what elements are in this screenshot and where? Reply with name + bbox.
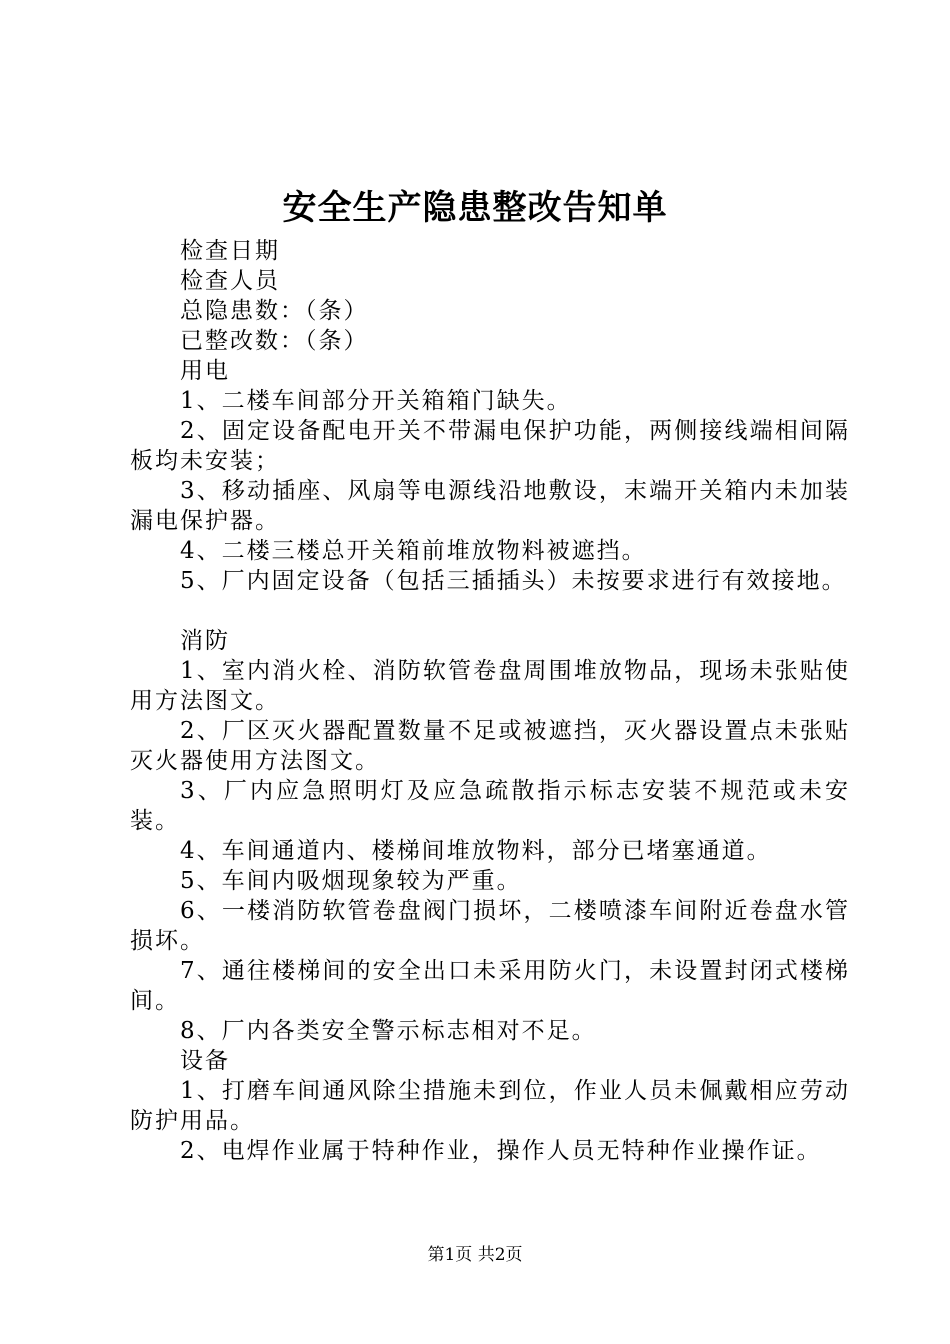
list-item: 1、室内消火栓、消防软管卷盘周围堆放物品，现场未张贴使用方法图文。 bbox=[130, 658, 850, 714]
list-item: 1、打磨车间通风除尘措施未到位，作业人员未佩戴相应劳动防护用品。 bbox=[130, 1078, 850, 1134]
section-heading-fire: 消防 bbox=[180, 628, 230, 654]
list-item: 4、二楼三楼总开关箱前堆放物料被遮挡。 bbox=[180, 538, 647, 564]
list-item: 7、通往楼梯间的安全出口未采用防火门，未设置封闭式楼梯间。 bbox=[130, 958, 850, 1014]
section-heading-electricity: 用电 bbox=[180, 358, 230, 384]
field-total-hazards: 总隐患数：（条） bbox=[180, 298, 369, 324]
list-item: 2、厂区灭火器配置数量不足或被遮挡，灭火器设置点未张贴灭火器使用方法图文。 bbox=[130, 718, 850, 774]
list-item: 3、厂内应急照明灯及应急疏散指示标志安装不规范或未安装。 bbox=[130, 778, 850, 834]
list-item: 4、车间通道内、楼梯间堆放物料，部分已堵塞通道。 bbox=[180, 838, 772, 864]
list-item: 3、移动插座、风扇等电源线沿地敷设，末端开关箱内未加装漏电保护器。 bbox=[130, 478, 850, 534]
list-item: 5、车间内吸烟现象较为严重。 bbox=[180, 868, 522, 894]
field-inspectors: 检查人员 bbox=[180, 268, 280, 294]
section-heading-equipment: 设备 bbox=[180, 1048, 230, 1074]
field-rectified-count: 已整改数：（条） bbox=[180, 328, 369, 354]
list-item: 2、固定设备配电开关不带漏电保护功能，两侧接线端相间隔板均未安装； bbox=[130, 418, 850, 474]
list-item: 1、二楼车间部分开关箱箱门缺失。 bbox=[180, 388, 572, 414]
list-item: 6、一楼消防软管卷盘阀门损坏，二楼喷漆车间附近卷盘水管损坏。 bbox=[130, 898, 850, 954]
list-item: 8、厂内各类安全警示标志相对不足。 bbox=[180, 1018, 597, 1044]
field-inspection-date: 检查日期 bbox=[180, 238, 280, 264]
section-spacer bbox=[130, 596, 850, 626]
page-footer: 第1页 共2页 bbox=[427, 1245, 523, 1265]
document-body bbox=[130, 236, 850, 1166]
document-title: 安全生产隐患整改告知单 bbox=[282, 188, 668, 228]
list-item: 5、厂内固定设备（包括三插插头）未按要求进行有效接地。 bbox=[180, 568, 847, 594]
list-item: 2、电焊作业属于特种作业，操作人员无特种作业操作证。 bbox=[180, 1138, 822, 1164]
